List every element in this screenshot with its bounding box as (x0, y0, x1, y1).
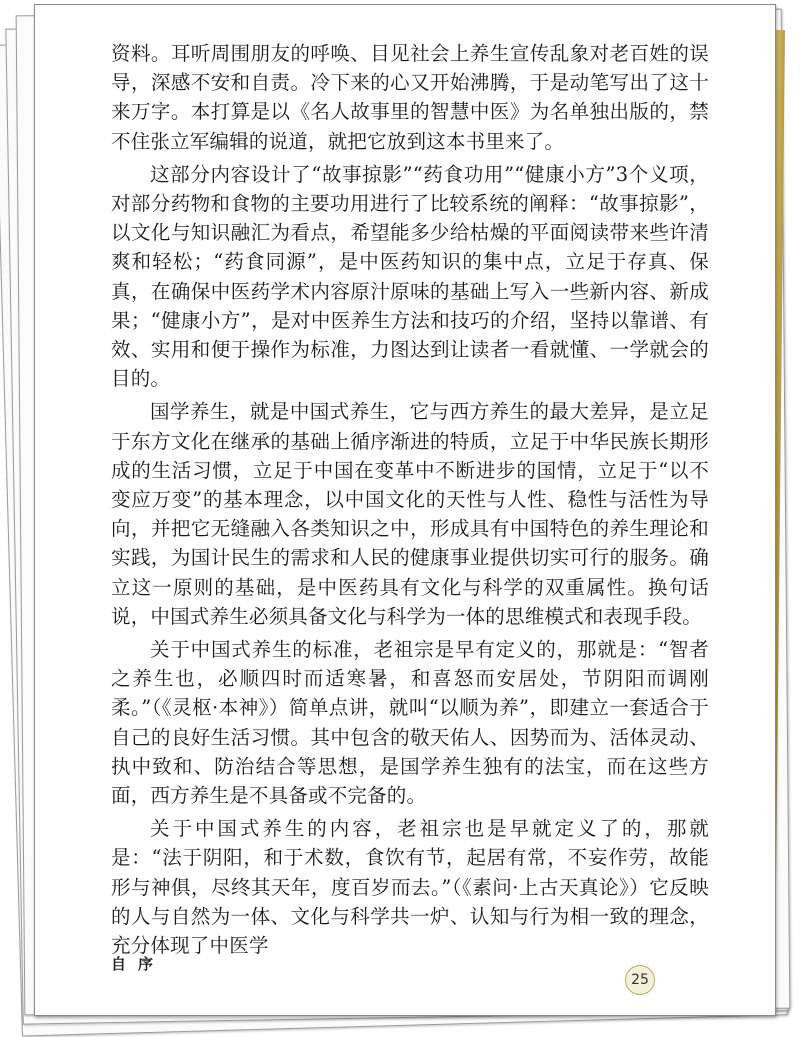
paragraph-2: 这部分内容设计了“故事掠影”“药食功用”“健康小方”3个义项，对部分药物和食物的主要功用进行了比较系统的阐释：“故事掠影”，以文化与知识融汇为看点，希望能多少给枯燥的平面阅读带来些许清爽和轻松；“药食同源”，是中医药知识的集中点，立足于存真、保真，在确保中医药学术内容原汁原味的基础上写入一些新内容、新成果；“健康小方”，是对中医养生方法和技巧的介绍，坚持以靠谱、有效、实用和便于操作为标准，力图达到让读者一看就懂、一学就会的目的。 (111, 162, 709, 391)
paragraph-4: 关于中国式养生的标准，老祖宗是早有定义的，那就是：“智者之养生也，必顺四时而适寒暑，和喜怒而安居处，节阴阳而调刚柔。”（《灵枢·本神》）简单点讲，就叫“以顺为养”，即建立一套适合于自己的良好生活习惯。其中包含的敬天佑人、因势而为、活体灵动、执中致和、防治结合等思想，是国学养生独有的法宝，而在这些方面，西方养生是不具备或不完备的。 (111, 638, 709, 808)
running-footer: 自序 (111, 955, 166, 973)
paragraph-1: 资料。耳听周围朋友的呼唤、目见社会上养生宣传乱象对老百姓的误导，深感不安和自责。冷下来的心又开始沸腾，于是动笔写出了这十来万字。本打算是以《名人故事里的智慧中医》为名单独出版的，禁不住张立军编辑的说道，就把它放到这本书里来了。 (111, 42, 709, 153)
paragraph-3: 国学养生，就是中国式养生，它与西方养生的最大差异，是立足于东方文化在继承的基础上循序渐进的特质，立足于中华民族长期形成的生活习惯，立足于中国在变革中不断进步的国情，立足于“以不变应万变”的基本理念，以中国文化的天性与人性、稳性与活性为导向，并把它无缝融入各类知识之中，形成具有中国特色的养生理论和实践，为国计民生的需求和人民的健康事业提供切实可行的服务。确立这一原则的基础，是中医药具有文化与科学的双重属性。换句话说，中国式养生必须具备文化与科学为一体的思维模式和表现手段。 (111, 400, 709, 628)
document-page (34, 4, 776, 1016)
page-body (111, 39, 709, 960)
paragraph-5: 关于中国式养生的内容，老祖宗也是早就定义了的，那就是：“法于阴阳，和于术数，食饮有节，起居有常，不妄作劳，故能形与神俱，尽终其天年，度百岁而去。”（《素问·上古天真论》）它反映的人与自然为一体、文化与科学共一炉、认知与行为相一致的理念，充分体现了中医学 (111, 817, 709, 958)
page-number-badge: 25 (625, 965, 655, 995)
